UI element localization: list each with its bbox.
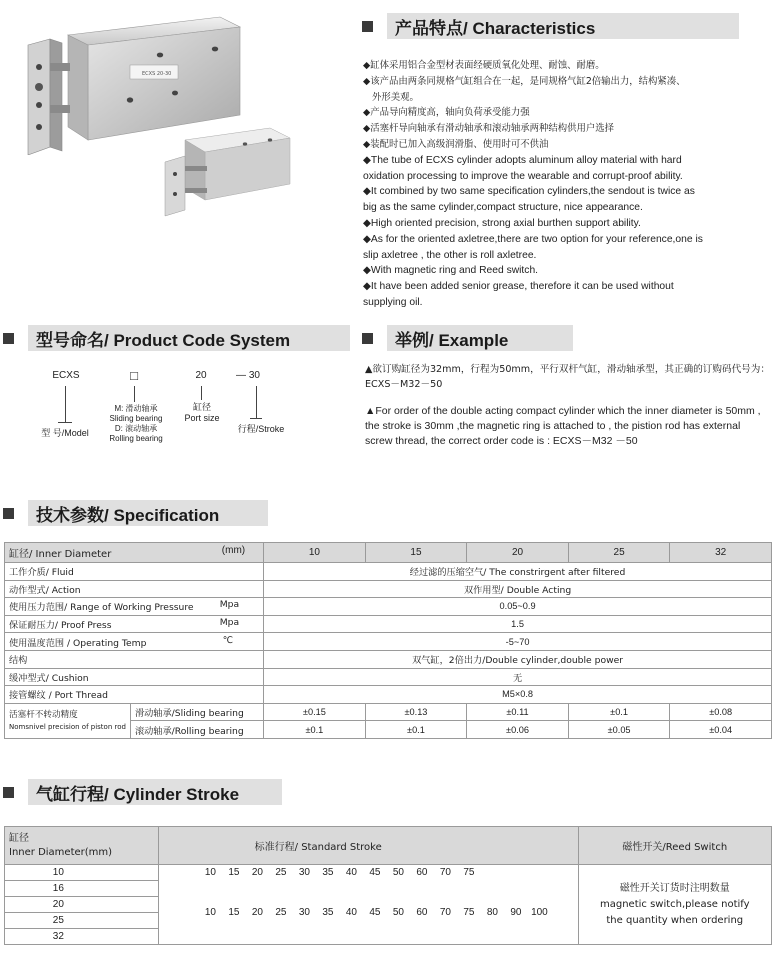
characteristics-text — [363, 58, 768, 311]
spec-label: 缓冲型式/ Cushion — [5, 668, 264, 686]
stroke-table — [4, 826, 772, 945]
precision-label-cell — [5, 703, 131, 738]
char-en-line: ◆It have been added senior grease, therefore it can be used without — [363, 281, 674, 293]
diam-label: 缸径/ Inner Diameter — [9, 549, 112, 560]
spec-label: 工作介质/ Fluid — [5, 563, 264, 581]
stroke-value: 25 — [275, 867, 287, 879]
sliding-value: ±0.1 — [568, 703, 670, 721]
char-en-line: ◆The tube of ECXS cylinder adopts aluminum alloy material with hard — [363, 154, 682, 166]
code-bearing-box: □ — [130, 368, 138, 383]
stroke-value: 15 — [228, 867, 240, 879]
diam-unit: (mm) — [221, 545, 246, 556]
spec-label: 接管螺纹 / Port Thread — [5, 686, 264, 704]
char-en-line: ◆It combined by two same specification cylinders,the sendout is twice as — [363, 186, 695, 198]
spec-row — [5, 563, 772, 581]
diam-cell: 10 — [264, 543, 366, 563]
char-zh-line: ◆缸体采用铝合金型材表面经硬质氧化处理、耐蚀、耐磨。 — [363, 60, 605, 71]
stroke-value: 35 — [322, 906, 334, 918]
stroke-diam: 20 — [5, 897, 159, 913]
stroke-value: 70 — [439, 867, 451, 879]
stroke-values-10 — [158, 865, 578, 881]
stroke-value: 10 — [204, 906, 216, 918]
spec-label: 使用压力范围/ Range of Working Pressure — [9, 602, 194, 614]
stroke-diam: 25 — [5, 913, 159, 929]
spec-unit: Mpa — [219, 599, 240, 611]
char-zh-line: ◆产品导向精度高，轴向负荷承受能力强 — [363, 107, 530, 119]
example-title: 举例/ Example — [387, 325, 573, 351]
stroke-value: 15 — [228, 906, 240, 918]
diam-cell: 32 — [670, 543, 772, 563]
bearing-d-en: Rolling bearing — [109, 434, 163, 443]
reed-note-cell — [578, 865, 771, 945]
spec-title: 技术参数/ Specification — [28, 500, 268, 526]
char-en-line: ◆High oriented precision, strong axial burthen support ability. — [363, 217, 641, 229]
reed-note-en1: magnetic switch,please notify — [599, 898, 750, 910]
sliding-value: ±0.11 — [467, 703, 569, 721]
spec-row — [5, 650, 772, 668]
stroke-list-other — [199, 907, 574, 918]
sliding-label: 滑动轴承/Sliding bearing — [130, 703, 263, 721]
rolling-value: ±0.05 — [568, 721, 670, 739]
char-en-line: ◆With magnetic ring and Reed switch. — [363, 265, 539, 277]
code-model: ECXS — [52, 370, 80, 381]
section-marker — [3, 787, 14, 798]
code-port-label — [180, 402, 224, 424]
rolling-value: ±0.1 — [365, 721, 467, 739]
example-header — [362, 325, 573, 351]
connector-line — [250, 418, 262, 419]
stroke-diam: 16 — [5, 881, 159, 897]
characteristics-header — [362, 13, 739, 39]
spec-row — [5, 668, 772, 686]
stroke-value: 90 — [510, 906, 522, 918]
std-stroke-label: 标准行程/ Standard Stroke — [158, 827, 578, 865]
diam-label-cell — [5, 543, 264, 563]
spec-row-precision — [5, 703, 772, 721]
stroke-value: 100 — [531, 906, 548, 918]
section-marker — [3, 333, 14, 344]
cylinder-photo-small — [150, 122, 300, 217]
stroke-diam-zh: 缸径 — [9, 832, 29, 844]
spec-row — [5, 615, 772, 633]
nameplate-text: ECXS 20-30 — [142, 71, 172, 77]
stroke-value: 75 — [463, 906, 475, 918]
spec-value: 经过滤的压缩空气/ The constrirgent after filtered — [264, 563, 772, 581]
spec-table — [4, 542, 772, 739]
spec-unit: Mpa — [219, 617, 240, 629]
code-stroke: — 30 — [236, 370, 260, 381]
char-en-line: slip axletree , the other is roll axletree. — [363, 249, 537, 261]
bearing-m-en: Sliding bearing — [109, 414, 163, 423]
stroke-value: 50 — [392, 867, 404, 879]
spec-value: M5×0.8 — [264, 686, 772, 704]
stroke-value: 60 — [416, 867, 428, 879]
stroke-value: 70 — [439, 906, 451, 918]
stroke-value: 10 — [204, 867, 216, 879]
characteristics-title: 产品特点/ Characteristics — [387, 13, 739, 39]
stroke-value: 20 — [251, 867, 263, 879]
stroke-value: 60 — [416, 906, 428, 918]
spec-value: 1.5 — [264, 615, 772, 633]
code-diagram — [20, 366, 340, 456]
code-model-label: 型 号/Model — [41, 428, 89, 438]
stroke-values-other — [158, 881, 578, 945]
spec-value: 双气缸，2倍出力/Double cylinder,double power — [264, 650, 772, 668]
char-en-line: supplying oil. — [363, 296, 423, 308]
spec-value: -5~70 — [264, 633, 772, 651]
stroke-value: 30 — [298, 906, 310, 918]
reed-switch-label: 磁性开关/Reed Switch — [578, 827, 771, 865]
spec-label: 结构 — [5, 650, 264, 668]
port-zh: 缸径 — [192, 402, 211, 412]
precision-label: 活塞杆不转动精度 — [9, 709, 78, 720]
char-en-line: ◆As for the oriented axletree,there are two option for your reference,one is — [363, 233, 703, 245]
spec-label-cell — [5, 633, 264, 651]
stroke-value: 40 — [345, 906, 357, 918]
sliding-value: ±0.15 — [264, 703, 366, 721]
stroke-value: 50 — [392, 906, 404, 918]
code-system-title: 型号命名/ Product Code System — [28, 325, 350, 351]
diam-cell: 25 — [568, 543, 670, 563]
spec-row — [5, 633, 772, 651]
code-stroke-label: 行程/Stroke — [237, 424, 285, 434]
sliding-value: ±0.08 — [670, 703, 772, 721]
code-size: 20 — [195, 370, 207, 381]
port-en: Port size — [184, 413, 220, 423]
spec-label: 动作型式/ Action — [5, 580, 264, 598]
spec-label-cell — [5, 598, 264, 616]
stroke-value: 30 — [298, 867, 310, 879]
diam-cell: 20 — [467, 543, 569, 563]
char-zh-line: ◆活塞杆导向轴承有滑动轴承和滚动轴承两种结构供用户选择 — [363, 123, 614, 135]
reed-note-en2: the quantity when ordering — [606, 914, 744, 926]
stroke-diam: 32 — [5, 929, 159, 945]
stroke-value: 75 — [463, 867, 475, 879]
example-en: ▲For order of the double acting compact cylinder which the inner diameter is 50mm , the stroke is 30mm ,the magnetic ring is attached to , the pistion rod has external screw thread, the correct order code is : ECXS－M32 －50 — [365, 405, 761, 447]
spec-header — [3, 500, 268, 526]
stroke-value: 80 — [486, 906, 498, 918]
stroke-value: 45 — [369, 906, 381, 918]
code-system-header — [3, 325, 350, 351]
char-en-line: big as the same cylinder,compact structure, nice appearance. — [363, 202, 643, 214]
rolling-label: 滚动轴承/Rolling bearing — [130, 721, 263, 739]
char-en-line: oxidation processing to improve the wearable and corrupt-proof ability. — [363, 170, 683, 182]
spec-value: 双作用型/ Double Acting — [264, 580, 772, 598]
spec-unit: ℃ — [222, 634, 234, 646]
connector-line — [256, 386, 257, 418]
bearing-d: D: 滚动轴承 — [114, 424, 158, 433]
section-marker — [362, 333, 373, 344]
spec-row — [5, 686, 772, 704]
code-bearing-label — [104, 404, 168, 444]
stroke-diam-en: Inner Diameter(mm) — [9, 846, 113, 858]
connector-line — [65, 386, 66, 422]
precision-label-en: Nomsnivel precision of piston rod — [9, 722, 126, 731]
stroke-row — [5, 865, 772, 881]
rolling-value: ±0.04 — [670, 721, 772, 739]
bearing-m: M: 滑动轴承 — [114, 404, 158, 413]
stroke-value: 45 — [369, 867, 381, 879]
example-zh: ▲欲订购缸径为32mm，行程为50mm，平行双杆气缸，滑动轴承型，其正确的订购码代号为：ECXS－M32－50 — [365, 364, 770, 390]
spec-value: 0.05~0.9 — [264, 598, 772, 616]
section-marker — [3, 508, 14, 519]
stroke-list-10 — [199, 867, 574, 878]
stroke-value: 40 — [345, 867, 357, 879]
spec-value: 无 — [264, 668, 772, 686]
stroke-diam: 10 — [5, 865, 159, 881]
connector-line — [134, 386, 135, 402]
reed-note-zh: 磁性开关订货时注明数量 — [619, 882, 730, 894]
char-zh-line: ◆装配时已加入高级润滑脂、使用时可不供油 — [363, 138, 549, 150]
spec-row — [5, 580, 772, 598]
char-zh-line: ◆该产品由两条同规格气缸组合在一起，是同规格气缸2倍输出力，结构紧凑、 — [363, 75, 686, 87]
rolling-value: ±0.06 — [467, 721, 569, 739]
diam-cell: 15 — [365, 543, 467, 563]
spec-row — [5, 598, 772, 616]
stroke-value: 35 — [322, 867, 334, 879]
spec-header-row — [5, 543, 772, 563]
connector-line — [201, 386, 202, 400]
spec-label: 使用温度范围 / Operating Temp — [9, 637, 147, 649]
example-text — [365, 362, 770, 461]
section-marker — [362, 21, 373, 32]
stroke-value: 25 — [275, 906, 287, 918]
stroke-header — [3, 779, 282, 805]
stroke-title: 气缸行程/ Cylinder Stroke — [28, 779, 282, 805]
stroke-header-row — [5, 827, 772, 865]
char-zh-line: 外形美观。 — [372, 91, 419, 103]
connector-line — [58, 422, 72, 423]
rolling-value: ±0.1 — [264, 721, 366, 739]
spec-label: 保证耐压力/ Proof Press — [9, 620, 112, 632]
stroke-diam-label-cell — [5, 827, 159, 865]
spec-label-cell — [5, 615, 264, 633]
sliding-value: ±0.13 — [365, 703, 467, 721]
stroke-value: 20 — [251, 906, 263, 918]
